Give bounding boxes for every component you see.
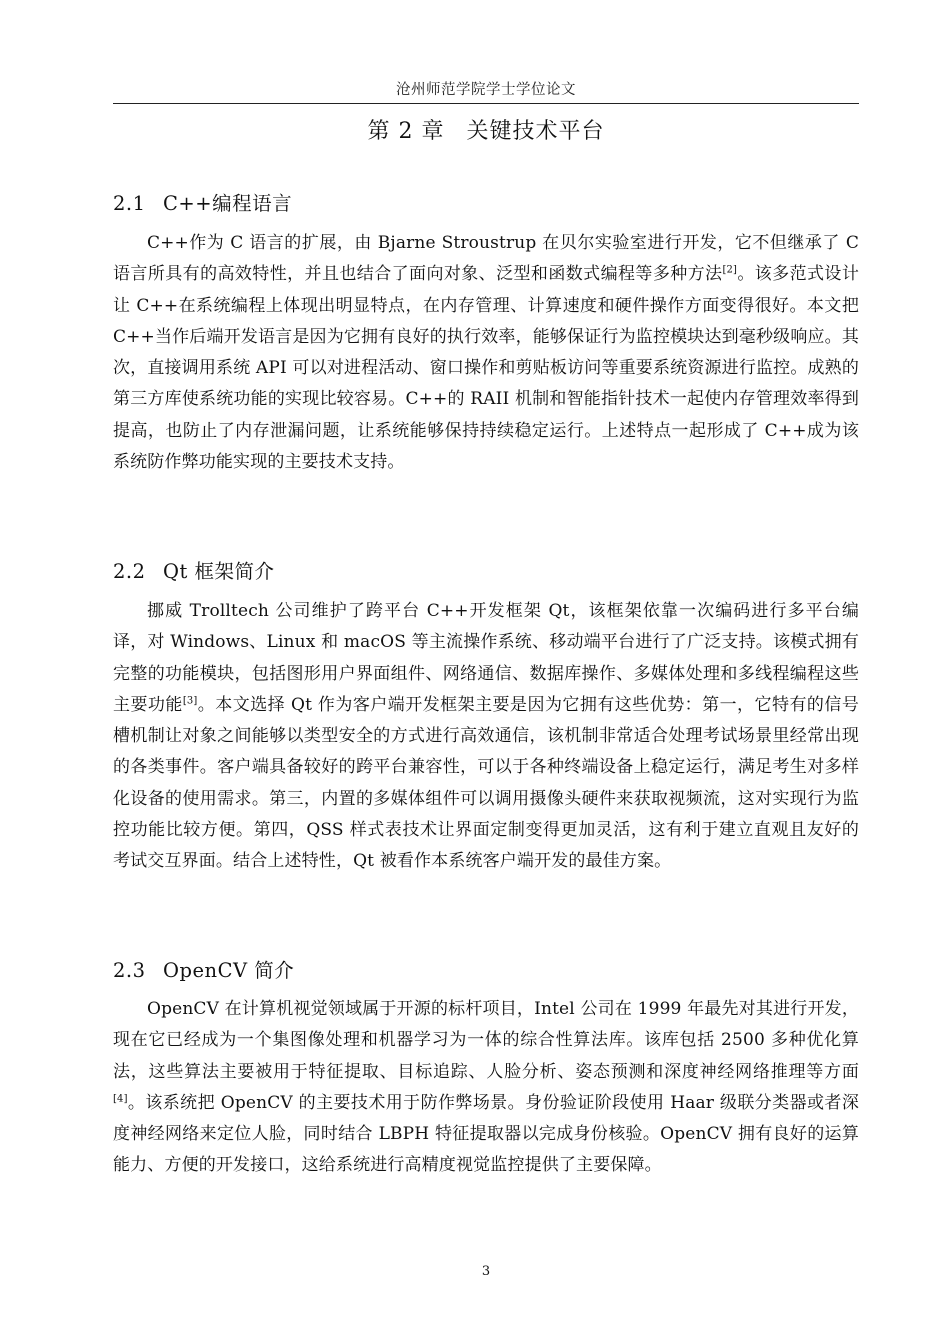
paragraph [113, 228, 859, 478]
citation-2[interactable]: [2] [722, 264, 738, 276]
section-number: 2.1 [113, 192, 146, 215]
paragraph [113, 994, 859, 1182]
section-heading-2-3 [113, 955, 859, 983]
paragraph-text: 。该多范式设计让 C++在系统编程上体现出明显特点，在内存管理、计算速度和硬件操作方面变得很好。本文把 C++当作后端开发语言是因为它拥有良好的执行效率，能够保证行为监控模块达到毫秒级响应。其次，直接调用系统 API 可以对进程活动、窗口操作和剪贴板访问等重要系统资源进行监控。成熟的第三方库使系统功能的实现比较容易。C++的 RAII 机制和智能指针技术一起使内存管理效率得到提高，也防止了内存泄漏问题，让系统能够保持持续稳定运行。上述特点一起形成了 C++成为该系统防作弊功能实现的主要技术支持。 [113, 264, 859, 473]
section-body-2-2 [113, 596, 859, 878]
section-number: 2.3 [113, 959, 146, 982]
section-body-2-1 [113, 228, 859, 478]
section-heading-2-1 [113, 188, 859, 216]
paragraph-text: 。该系统把 OpenCV 的主要技术用于防作弊场景。身份验证阶段使用 Haar 级联分类器或者深度神经网络来定位人脸，同时结合 LBPH 特征提取器以完成身份核验。OpenCV 拥有良好的运算能力、方便的开发接口，这给系统进行高精度视觉监控提供了主要保障。 [113, 1092, 859, 1176]
section-title: OpenCV 简介 [163, 959, 295, 982]
paragraph-text: 挪威 Trolltech 公司维护了跨平台 C++开发框架 Qt，该框架依靠一次编码进行多平台编译，对 Windows、Linux 和 macOS 等主流操作系统、移动端平台进行了广泛支持。该模式拥有完整的功能模块，包括图形用户界面组件、网络通信、数据库操作、多媒体处理和多线程编程这些主要功能 [113, 601, 859, 715]
page-number: 3 [481, 1264, 491, 1279]
paragraph-text: 。本文选择 Qt 作为客户端开发框架主要是因为它拥有这些优势：第一，它特有的信号槽机制让对象之间能够以类型安全的方式进行高效通信，该机制非常适合处理考试场景里经常出现的各类事件。客户端具备较好的跨平台兼容性，可以于各种终端设备上稳定运行，满足考生对多样化设备的使用需求。第三，内置的多媒体组件可以调用摄像头硬件来获取视频流，这对实现行为监控功能比较方便。第四，QSS 样式表技术让界面定制变得更加灵活，这有利于建立直观且友好的考试交互界面。结合上述特性，Qt 被看作本系统客户端开发的最佳方案。 [113, 694, 859, 872]
running-header: 沧州师范学院学士学位论文 [396, 82, 576, 98]
section-title: C++编程语言 [163, 192, 293, 215]
chapter-number: 第 2 章 [367, 119, 445, 144]
chapter-name: 关键技术平台 [466, 119, 605, 144]
header-rule [113, 103, 859, 104]
paragraph [113, 596, 859, 878]
section-title: Qt 框架简介 [163, 560, 275, 583]
section-number: 2.2 [113, 560, 146, 583]
paragraph-text: OpenCV 在计算机视觉领域属于开源的标杆项目，Intel 公司在 1999 年最先对其进行开发，现在它已经成为一个集图像处理和机器学习为一体的综合性算法库。该库包括 2500 多种优化算法，这些算法主要被用于特征提取、目标追踪、人脸分析、姿态预测和深度神经网络推理等方面 [113, 999, 859, 1082]
section-body-2-3 [113, 994, 859, 1182]
citation-3[interactable]: [3] [182, 695, 198, 707]
paragraph-text: C++作为 C 语言的扩展，由 Bjarne Stroustrup 在贝尔实验室进行开发，它不但继承了 C 语言所具有的高效特性，并且也结合了面向对象、泛型和函数式编程等多种方法 [113, 233, 859, 285]
chapter-title [113, 114, 859, 145]
section-heading-2-2 [113, 556, 859, 584]
citation-4[interactable]: [4] [113, 1093, 128, 1105]
